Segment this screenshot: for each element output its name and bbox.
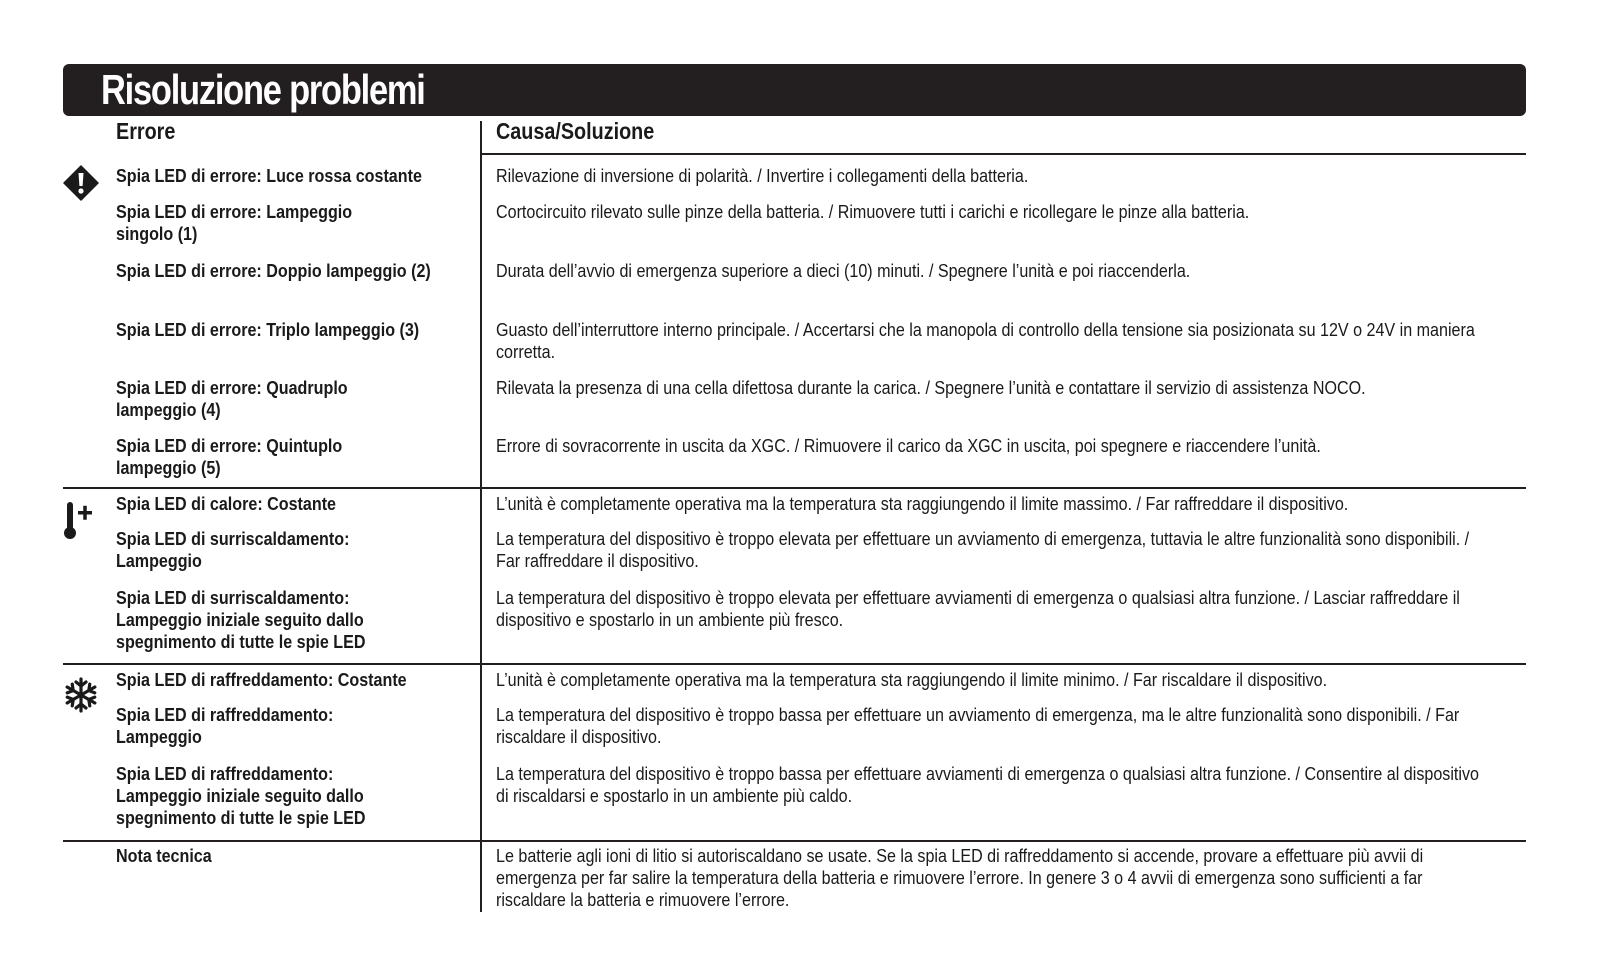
section-divider xyxy=(63,663,1526,665)
cause-solution: Rilevazione di inversione di polarità. / Invertire i collegamenti della batteria. xyxy=(496,165,1029,186)
error-label: Spia LED di calore: Costante xyxy=(116,493,337,514)
section-divider xyxy=(63,840,1526,842)
error-label: Spia LED di errore: Doppio lampeggio (2) xyxy=(116,260,431,281)
warning-diamond-icon xyxy=(63,165,99,206)
error-label: Spia LED di errore: Lampeggio singolo (1) xyxy=(116,201,353,244)
cause-solution: Errore di sovracorrente in uscita da XGC. / Rimuovere il carico da XGC in uscita, poi spegnere e riaccendere l’unità. xyxy=(496,435,1321,456)
error-label: Spia LED di surriscaldamento: Lampeggio iniziale seguito dallo spegnimento di tutte le spie LED xyxy=(116,587,366,652)
technical-note: Le batterie agli ioni di litio si autoriscaldano se usate. Se la spia LED di raffreddamento si accende, provare a effettuare più avvii di emergenza per far salire la temperatura della batteria e rimuovere l’errore. In genere 3 o 4 avvii di emergenza sono sufficienti a far riscaldare la batteria e rimuovere l’errore. xyxy=(496,845,1424,910)
cause-solution: Cortocircuito rilevato sulle pinze della batteria. / Rimuovere tutti i carichi e ricollegare le pinze alla batteria. xyxy=(496,201,1250,222)
error-label: Spia LED di raffreddamento: Costante xyxy=(116,669,407,690)
column-header-cause: Causa/Soluzione xyxy=(496,118,655,144)
error-label: Spia LED di errore: Quadruplo lampeggio (4) xyxy=(116,377,348,420)
section-divider xyxy=(63,487,1526,489)
cause-solution: Durata dell’avvio di emergenza superiore a dieci (10) minuti. / Spegnere l’unità e poi riaccenderla. xyxy=(496,260,1191,281)
header-divider xyxy=(480,153,1526,155)
cause-solution: Rilevata la presenza di una cella difettosa durante la carica. / Spegnere l’unità e contattare il servizio di assistenza NOCO. xyxy=(496,377,1366,398)
error-label: Nota tecnica xyxy=(116,845,212,866)
error-label: Spia LED di errore: Triplo lampeggio (3) xyxy=(116,319,420,340)
column-divider xyxy=(480,121,482,912)
error-label: Spia LED di raffreddamento: Lampeggio iniziale seguito dallo spegnimento di tutte le spie LED xyxy=(116,763,366,828)
error-label: Spia LED di raffreddamento: Lampeggio xyxy=(116,704,334,747)
cause-solution: L’unità è completamente operativa ma la temperatura sta raggiungendo il limite minimo. / Far riscaldare il dispositivo. xyxy=(496,669,1328,690)
cause-solution: Guasto dell’interruttore interno principale. / Accertarsi che la manopola di controllo della tensione sia posizionata su 12V o 24V in maniera corretta. xyxy=(496,319,1475,362)
cause-solution: La temperatura del dispositivo è troppo elevata per effettuare un avviamento di emergenza, tuttavia le altre funzionalità sono disponibili. / Far raffreddare il dispositivo. xyxy=(496,528,1470,571)
thermometer-plus-icon xyxy=(62,500,100,545)
cause-solution: La temperatura del dispositivo è troppo elevata per effettuare avviamenti di emergenza o qualsiasi altra funzione. / Lasciar raffreddare il dispositivo e spostarlo in un ambiente più fresco. xyxy=(496,587,1460,630)
snowflake-icon xyxy=(62,676,100,719)
cause-solution: L’unità è completamente operativa ma la temperatura sta raggiungendo il limite massimo. / Far raffreddare il dispositivo. xyxy=(496,493,1349,514)
cause-solution: La temperatura del dispositivo è troppo bassa per effettuare avviamenti di emergenza o qualsiasi altra funzione. / Consentire al dispositivo di riscaldarsi e spostarlo in un ambiente più caldo. xyxy=(496,763,1479,806)
page-title: Risoluzione problemi xyxy=(101,66,425,113)
cause-solution: La temperatura del dispositivo è troppo bassa per effettuare un avviamento di emergenza, ma le altre funzionalità sono disponibili. / Far riscaldare il dispositivo. xyxy=(496,704,1460,747)
title-bar xyxy=(63,64,1526,116)
error-label: Spia LED di errore: Luce rossa costante xyxy=(116,165,422,186)
error-label: Spia LED di surriscaldamento: Lampeggio xyxy=(116,528,350,571)
column-header-error: Errore xyxy=(116,118,176,144)
error-label: Spia LED di errore: Quintuplo lampeggio (5) xyxy=(116,435,343,478)
